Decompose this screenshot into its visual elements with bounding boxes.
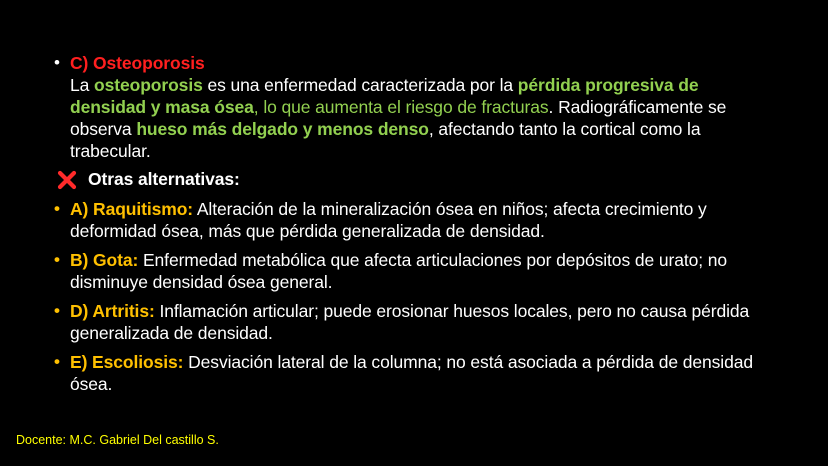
highlight-thin-bone: hueso más delgado y menos denso: [136, 119, 429, 139]
text: . Radiográficamente se observa: [70, 97, 727, 139]
option-label: B) Gota:: [70, 250, 139, 270]
highlight-fracture-risk: , lo que aumenta el riesgo de fracturas: [253, 97, 549, 117]
list-item-e: [54, 351, 770, 395]
others-heading-row: [70, 168, 770, 190]
others-heading: Otras alternativas:: [88, 169, 240, 189]
item-osteoporosis: [54, 52, 770, 162]
footer-teacher: Docente: M.C. Gabriel Del castillo S.: [16, 433, 219, 447]
highlight-loss: pérdida progresiva de densidad y masa ósea: [70, 75, 699, 117]
term-osteoporosis: osteoporosis: [94, 75, 203, 95]
option-label: E) Escoliosis:: [70, 352, 184, 372]
bullet: •: [54, 352, 60, 371]
bullet: •: [54, 199, 60, 218]
list-item-b: [54, 249, 770, 293]
text: es una enfermedad caracterizada por la: [202, 75, 518, 95]
option-label: D) Artritis:: [70, 301, 155, 321]
list-item-d: [54, 300, 770, 344]
option-text: Inflamación articular; puede erosionar huesos locales, pero no causa pérdida generalizada de densidad.: [70, 301, 750, 343]
text: La: [70, 75, 95, 95]
option-text: Desviación lateral de la columna; no está asociada a pérdida de densidad ósea.: [70, 352, 753, 394]
option-text: Enfermedad metabólica que afecta articulaciones por depósitos de urato; no disminuye densidad ósea general.: [70, 250, 728, 292]
option-c-title: C) Osteoporosis: [70, 53, 205, 73]
bullet: •: [54, 53, 60, 72]
text: , afectando tanto la cortical como la trabecular.: [70, 119, 701, 161]
list-item-a: [54, 198, 770, 242]
bullet: •: [54, 250, 60, 269]
option-label: A) Raquitismo:: [70, 199, 194, 219]
bullet: •: [54, 301, 60, 320]
cross-mark-icon: [57, 170, 77, 190]
option-text: Alteración de la mineralización ósea en niños; afecta crecimiento y deformidad ósea, más que pérdida generalizada de densidad.: [70, 199, 707, 241]
